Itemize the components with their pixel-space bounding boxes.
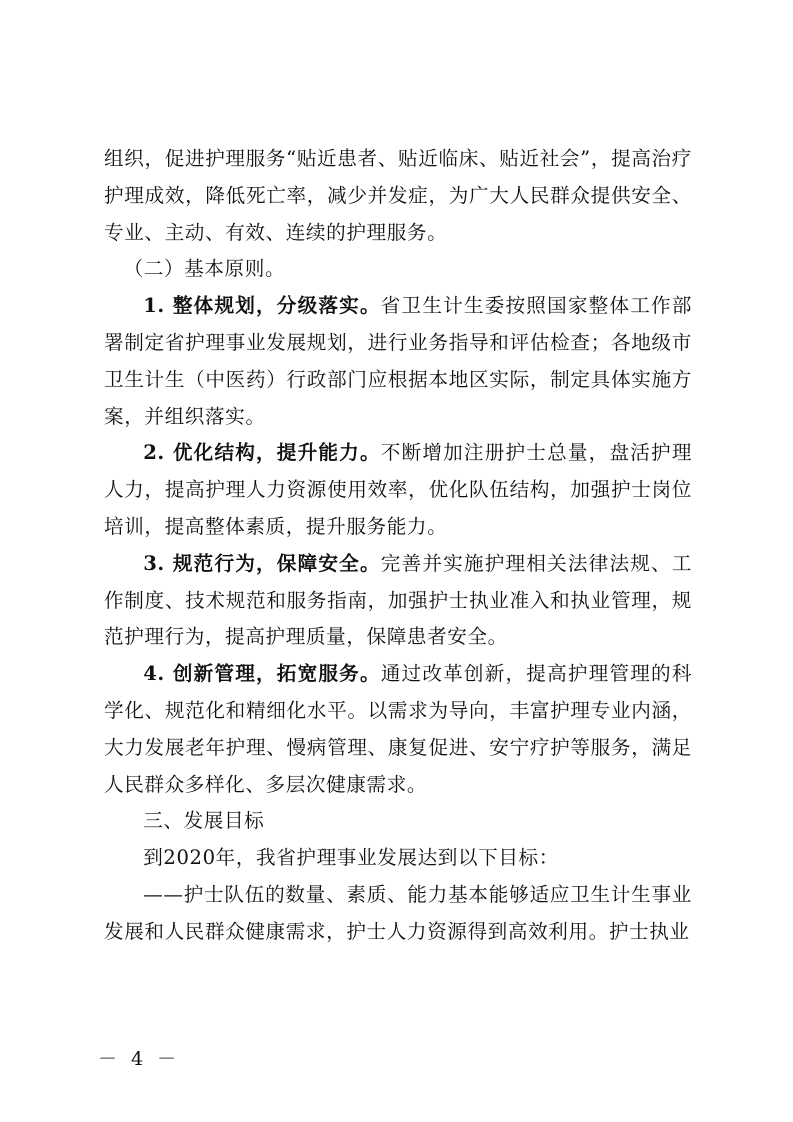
paragraph-nurse-workforce-goal: ——护士队伍的数量、素质、能力基本能够适应卫生计生事业发展和人民群众健康需求，护士人力资源得到高效利用。护士执业 [104, 882, 692, 943]
principle-1-lead: 1. 整体规划，分级落实。 [143, 294, 381, 318]
principle-4-body: 通过改革创新，提高护理管理的科学化、规范化和精细化水平。以需求为导向，丰富护理专业内涵，大力发展老年护理、慢病管理、康复促进、安宁疗护等服务，满足人民群众多样化、多层次健康需求。 [104, 662, 693, 796]
principle-4-lead: 4. 创新管理，拓宽服务。 [143, 662, 381, 686]
section-heading-development-goals: 三、发展目标 [143, 809, 265, 833]
paragraph-2020-target: 到2020年，我省护理事业发展达到以下目标： [143, 846, 559, 870]
principle-3-body: 完善并实施护理相关法律法规、工作制度、技术规范和服务指南，加强护士执业准入和执业管理，规范护理行为，提高护理质量，保障患者安全。 [104, 551, 693, 649]
principle-3-paragraph [104, 546, 692, 656]
page-number: － 4 － [98, 1048, 181, 1070]
principle-2-paragraph [104, 435, 692, 545]
principle-4-paragraph [104, 656, 692, 803]
paragraph-continuation: 组织，促进护理服务“贴近患者、贴近临床、贴近社会”，提高治疗护理成效，降低死亡率，减少并发症，为广大人民群众提供安全、专业、主动、有效、连续的护理服务。 [104, 147, 692, 244]
principle-2-body: 不断增加注册护士总量，盘活护理人力，提高护理人力资源使用效率，优化队伍结构，加强护士岗位培训，提高整体素质，提升服务能力。 [104, 441, 693, 538]
principle-2-lead: 2. 优化结构，提升能力。 [143, 441, 381, 465]
document-body [104, 141, 692, 951]
principle-1-body: 省卫生计生委按照国家整体工作部署制定省护理事业发展规划，进行业务指导和评估检查；各地级市卫生计生（中医药）行政部门应根据本地区实际，制定具体实施方案，并组织落实。 [104, 294, 693, 428]
subsection-heading-basic-principles: （二）基本原则。 [123, 257, 286, 281]
principle-3-lead: 3. 规范行为，保障安全。 [143, 551, 381, 575]
principle-1-paragraph [104, 288, 692, 435]
